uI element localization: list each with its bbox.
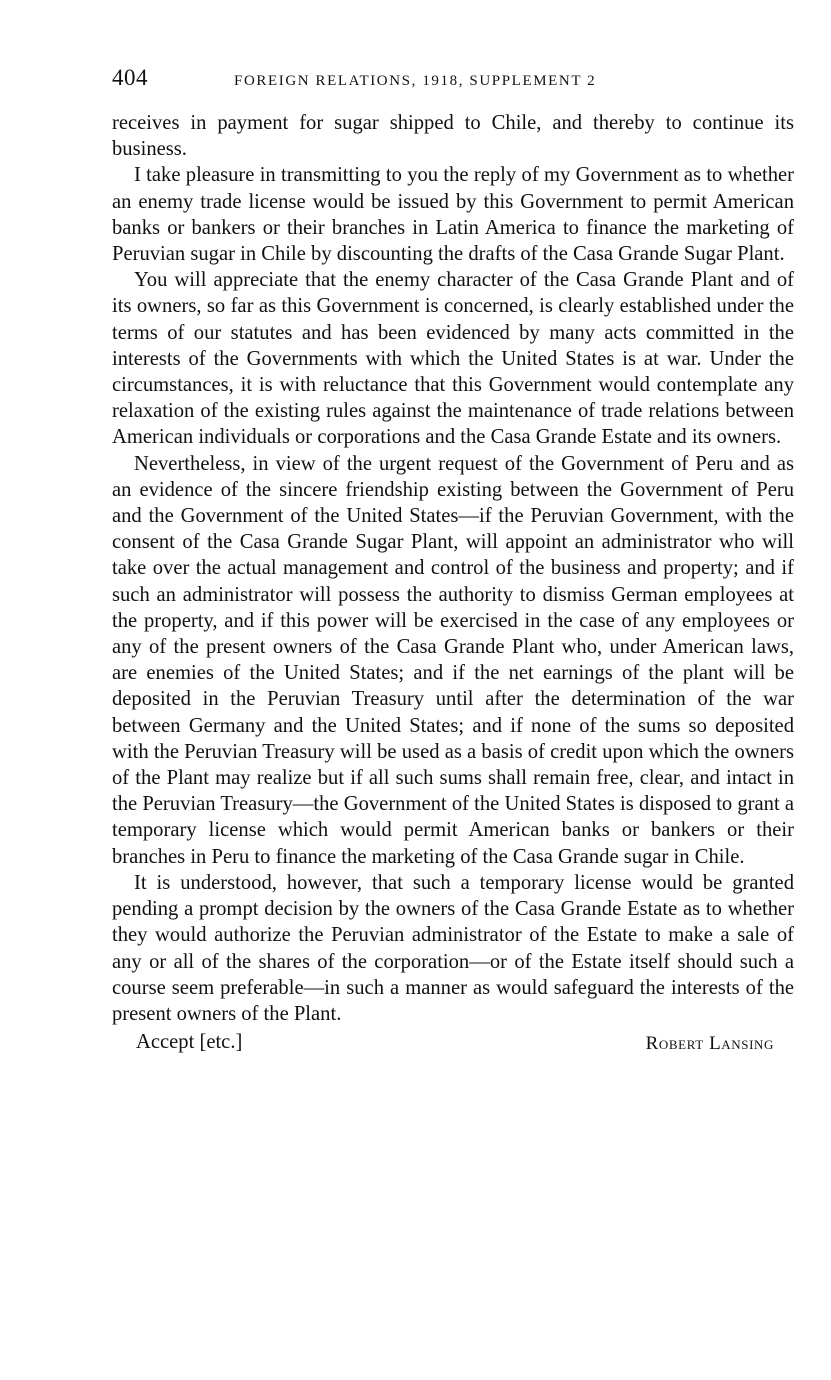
letter-closing	[112, 1029, 794, 1059]
running-title: FOREIGN RELATIONS, 1918, SUPPLEMENT 2	[234, 73, 597, 89]
closing-formula: Accept [etc.]	[136, 1031, 243, 1054]
paragraph-continuation: receives in payment for sugar shipped to Chile, and thereby to continue its business.	[112, 112, 794, 161]
letter-body	[112, 110, 794, 1027]
document-page	[112, 60, 794, 1059]
paragraph-understanding: It is understood, however, that such a temporary license would be granted pending a prompt decision by the owners of the Casa Grande Estate as to whether they would authorize the Peruvian administrator of the Estate to make a sale of any or all of the shares of the corporation—or of the Estate itself should such a course seem preferable—in such a manner as would safeguard the interests of the present owners of the Plant.	[112, 871, 794, 1025]
paragraph-transmittal: I take pleasure in transmitting to you the reply of my Government as to whether an enemy trade license would be issued by this Government to permit American banks or bankers or their branches in Latin America to finance the marketing of Peruvian sugar in Chile by discounting the drafts of the Casa Grande Sugar Plant.	[112, 164, 794, 266]
paragraph-conditions: Nevertheless, in view of the urgent request of the Government of Peru and as an evidence of the sincere friendship existing between the Government of Peru and the Government of the United States—if the Peruvian Government, with the consent of the Casa Grande Sugar Plant, will appoint an administrator who will take over the actual management and control of the business and property; and if such an administrator will possess the authority to dismiss German employees at the property, and if this power will be exercised in the case of any employees or any of the present owners of the Casa Grande Plant who, under American laws, are enemies of the United States; and if the net earnings of the plant will be deposited in the Peruvian Treasury until after the determination of the war between Germany and the United States; and if none of the sums so deposited with the Peruvian Treasury will be used as a basis of credit upon which the owners of the Plant may realize but if all such sums shall remain free, clear, and intact in the Peruvian Treasury—the Government of the United States is disposed to grant a temporary license which would permit American banks or bankers or their branches in Peru to finance the marketing of the Casa Grande sugar in Chile.	[112, 452, 794, 868]
signature: Robert Lansing	[645, 1033, 774, 1055]
paragraph-enemy-character: You will appreciate that the enemy character of the Casa Grande Plant and of its owners, so far as this Government is concerned, is clearly established under the terms of our statutes and has been evidenced by many acts committed in the interests of the Governments with which the United States is at war. Under the circumstances, it is with reluctance that this Government would contemplate any relaxation of the existing rules against the maintenance of trade relations between American individuals or corporations and the Casa Grande Estate and its owners.	[112, 269, 794, 449]
page-number: 404	[112, 65, 148, 90]
running-head	[112, 60, 794, 96]
